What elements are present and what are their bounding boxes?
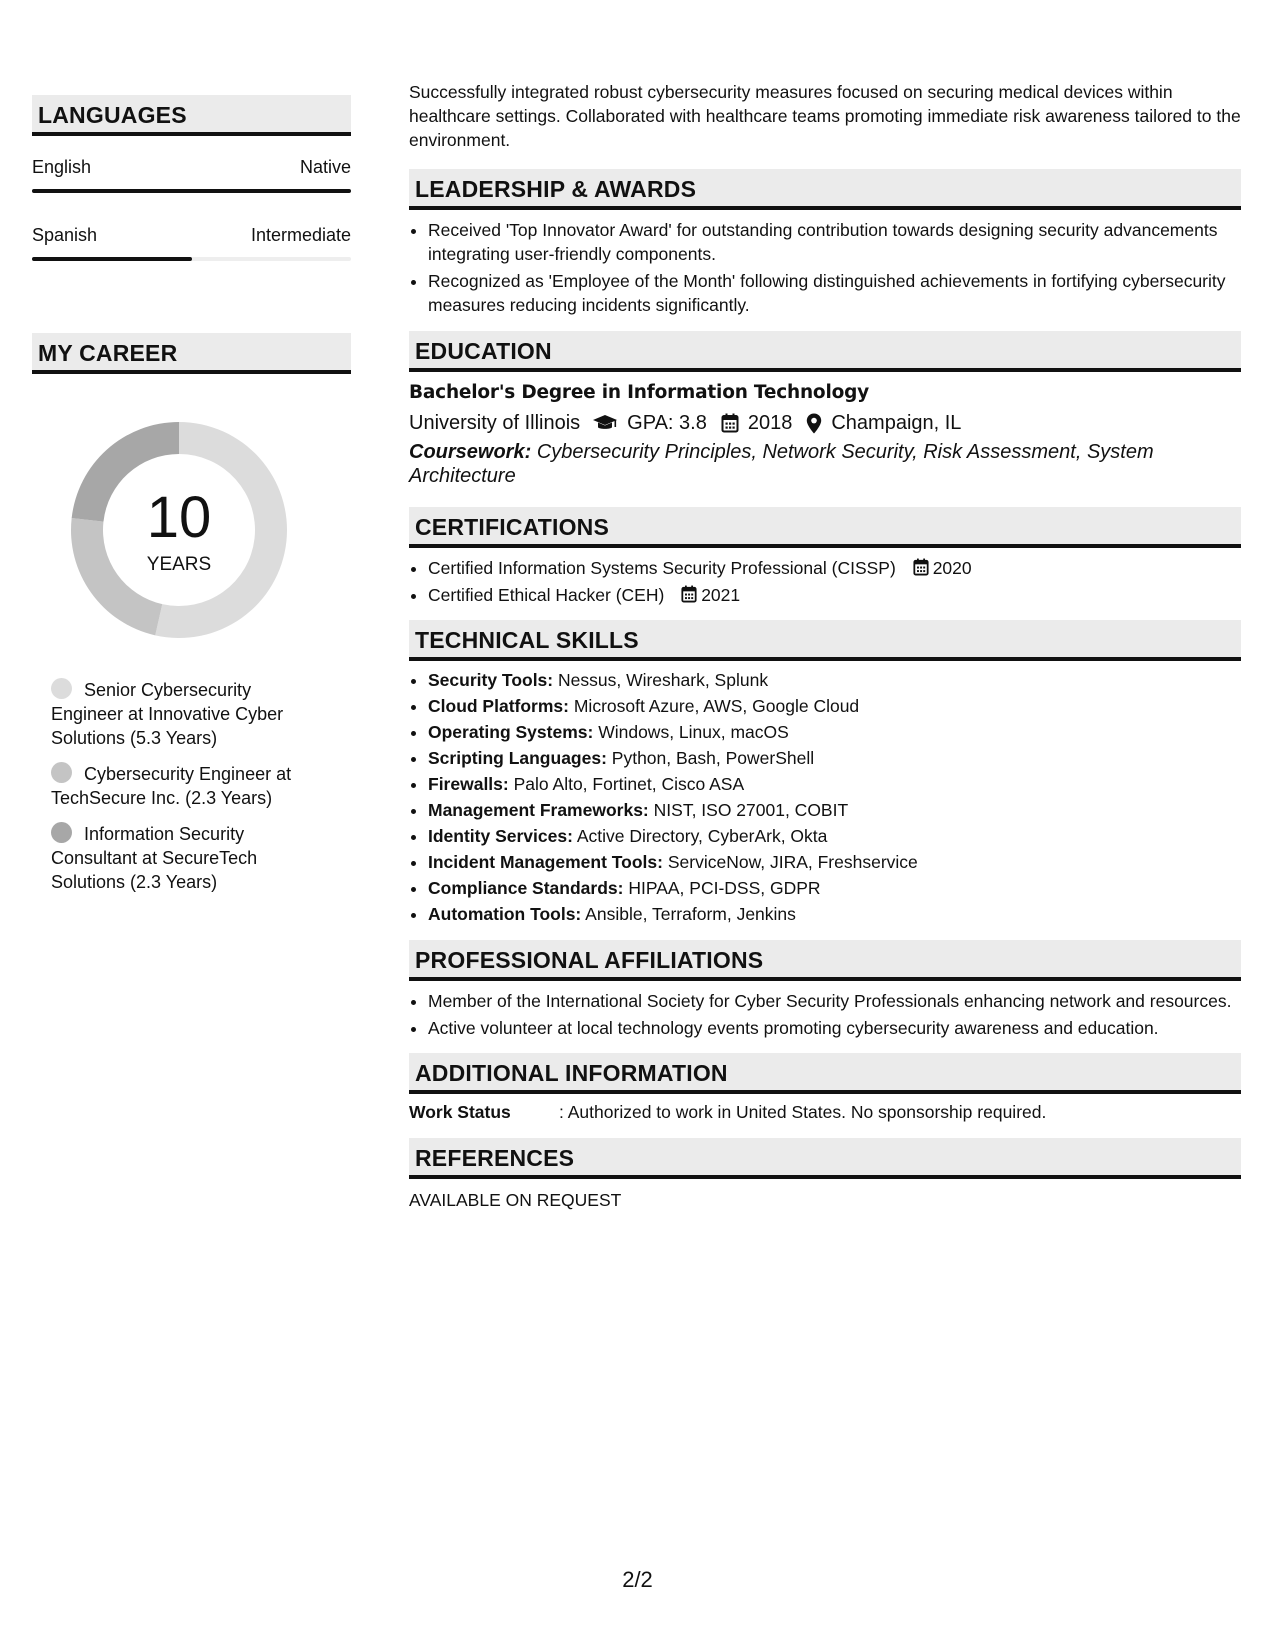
affiliations-list (409, 989, 1241, 1040)
language-proficiency-fill (32, 257, 192, 261)
skill-item (428, 824, 1241, 848)
legend-dot (51, 822, 72, 843)
certification-year: 2021 (701, 585, 741, 605)
legend-dot (51, 678, 72, 699)
list-item (428, 583, 1241, 607)
legend-dot (51, 762, 72, 783)
skill-label: Compliance Standards: (428, 878, 624, 898)
work-status-label: Work Status (409, 1102, 511, 1122)
list-item: • Member of the International Society for Cyber Security Professionals enhancing network and resources. (428, 989, 1241, 1013)
calendar-icon (721, 413, 739, 433)
graduation-year: 2018 (747, 412, 793, 434)
languages-heading: LANGUAGES (32, 95, 351, 136)
language-proficiency-bar (32, 257, 351, 261)
list-item: • Recognized as 'Employee of the Month' following distinguished achievements in fortifying cybersecurity measures reducing incidents significantly. (428, 269, 1241, 317)
career-legend-item (51, 762, 301, 810)
certification-name: Certified Information Systems Security Professional (CISSP) (428, 558, 896, 578)
technical-skills-list (409, 668, 1241, 926)
skill-label: Operating Systems: (428, 722, 594, 742)
language-level: Intermediate (250, 225, 351, 245)
certifications-list (409, 556, 1241, 607)
coursework (409, 440, 1241, 488)
calendar-icon (681, 585, 697, 603)
legend-label: Information Security Consultant at SecureTech Solutions (2.3 Years) (51, 824, 258, 892)
language-item-spanish (32, 224, 351, 261)
language-proficiency-fill (32, 189, 351, 193)
skill-value: Ansible, Terraform, Jenkins (585, 904, 796, 924)
technical-skills-heading: TECHNICAL SKILLS (409, 620, 1241, 661)
school-location: Champaign, IL (831, 412, 962, 434)
education-meta (409, 410, 1241, 436)
skill-value: Active Directory, CyberArk, Okta (576, 826, 828, 846)
career-heading: MY CAREER (32, 333, 351, 374)
leadership-heading: LEADERSHIP & AWARDS (409, 169, 1241, 210)
education-heading: EDUCATION (409, 331, 1241, 372)
skill-label: Management Frameworks: (428, 800, 649, 820)
coursework-list: Cybersecurity Principles, Network Security, Risk Assessment, System Architecture (409, 441, 1154, 487)
career-donut-chart (67, 418, 291, 642)
legend-label: Senior Cybersecurity Engineer at Innovative Cyber Solutions (5.3 Years) (51, 680, 284, 748)
skill-value: NIST, ISO 27001, COBIT (653, 800, 849, 820)
skill-label: Cloud Platforms: (428, 696, 569, 716)
skill-label: Firewalls: (428, 774, 509, 794)
skill-item (428, 798, 1241, 822)
degree-title: Bachelor's Degree in Information Technology (409, 382, 869, 403)
skill-value: ServiceNow, JIRA, Freshservice (667, 852, 918, 872)
list-item: • Active volunteer at local technology events promoting cybersecurity awareness and education. (428, 1016, 1241, 1040)
language-level: Native (299, 157, 351, 177)
list-item (428, 556, 1241, 580)
skill-label: Incident Management Tools: (428, 852, 663, 872)
language-item-english (32, 156, 351, 193)
references-heading: REFERENCES (409, 1138, 1241, 1179)
page-number: 2/2 (622, 1567, 653, 1592)
skill-value: Windows, Linux, macOS (598, 722, 789, 742)
skill-item (428, 720, 1241, 744)
additional-info-heading: ADDITIONAL INFORMATION (409, 1053, 1241, 1094)
leadership-list (409, 218, 1241, 317)
certification-name: Certified Ethical Hacker (CEH) (428, 585, 665, 605)
graduation-cap-icon (592, 414, 618, 432)
language-name: English (32, 157, 92, 177)
main-column (409, 80, 1241, 1212)
work-status-value: : Authorized to work in United States. No sponsorship required. (559, 1102, 1047, 1122)
career-total-unit: YEARS (146, 554, 212, 575)
skill-value: Nessus, Wireshark, Splunk (558, 670, 769, 690)
skill-value: Microsoft Azure, AWS, Google Cloud (573, 696, 860, 716)
references-text: AVAILABLE ON REQUEST (409, 1190, 622, 1210)
skill-value: HIPAA, PCI-DSS, GDPR (628, 878, 821, 898)
skill-label: Scripting Languages: (428, 748, 607, 768)
certifications-heading: CERTIFICATIONS (409, 507, 1241, 548)
skill-label: Security Tools: (428, 670, 554, 690)
experience-summary: Successfully integrated robust cybersecurity measures focused on securing medical devices within healthcare settings. Collaborated with healthcare teams promoting immediate risk awareness tailored to the environment. (409, 82, 1241, 150)
language-name: Spanish (32, 225, 98, 245)
skill-item (428, 876, 1241, 900)
list-item: • Received 'Top Innovator Award' for outstanding contribution towards designing security advancements integrating user-friendly components. (428, 218, 1241, 266)
language-proficiency-bar (32, 189, 351, 193)
affiliations-heading: PROFESSIONAL AFFILIATIONS (409, 940, 1241, 981)
skill-label: Automation Tools: (428, 904, 582, 924)
career-total-years: 10 (146, 485, 212, 550)
career-legend-item (51, 678, 301, 750)
calendar-icon (913, 558, 929, 576)
coursework-label: Coursework: (409, 441, 532, 463)
skill-item (428, 694, 1241, 718)
sidebar (32, 95, 351, 906)
career-legend-item (51, 822, 301, 894)
location-pin-icon (806, 413, 822, 434)
gpa: GPA: 3.8 (627, 412, 707, 434)
skill-item (428, 850, 1241, 874)
work-status-row (409, 1102, 1241, 1123)
school-name: University of Illinois (409, 412, 581, 434)
skill-item (428, 746, 1241, 770)
skill-value: Palo Alto, Fortinet, Cisco ASA (513, 774, 745, 794)
certification-year: 2020 (932, 558, 972, 578)
skill-item (428, 902, 1241, 926)
skill-value: Python, Bash, PowerShell (611, 748, 815, 768)
skill-item (428, 668, 1241, 692)
career-legend (51, 678, 301, 894)
legend-label: Cybersecurity Engineer at TechSecure Inc. (2.3 Years) (51, 764, 292, 808)
skill-label: Identity Services: (428, 826, 573, 846)
skill-item (428, 772, 1241, 796)
